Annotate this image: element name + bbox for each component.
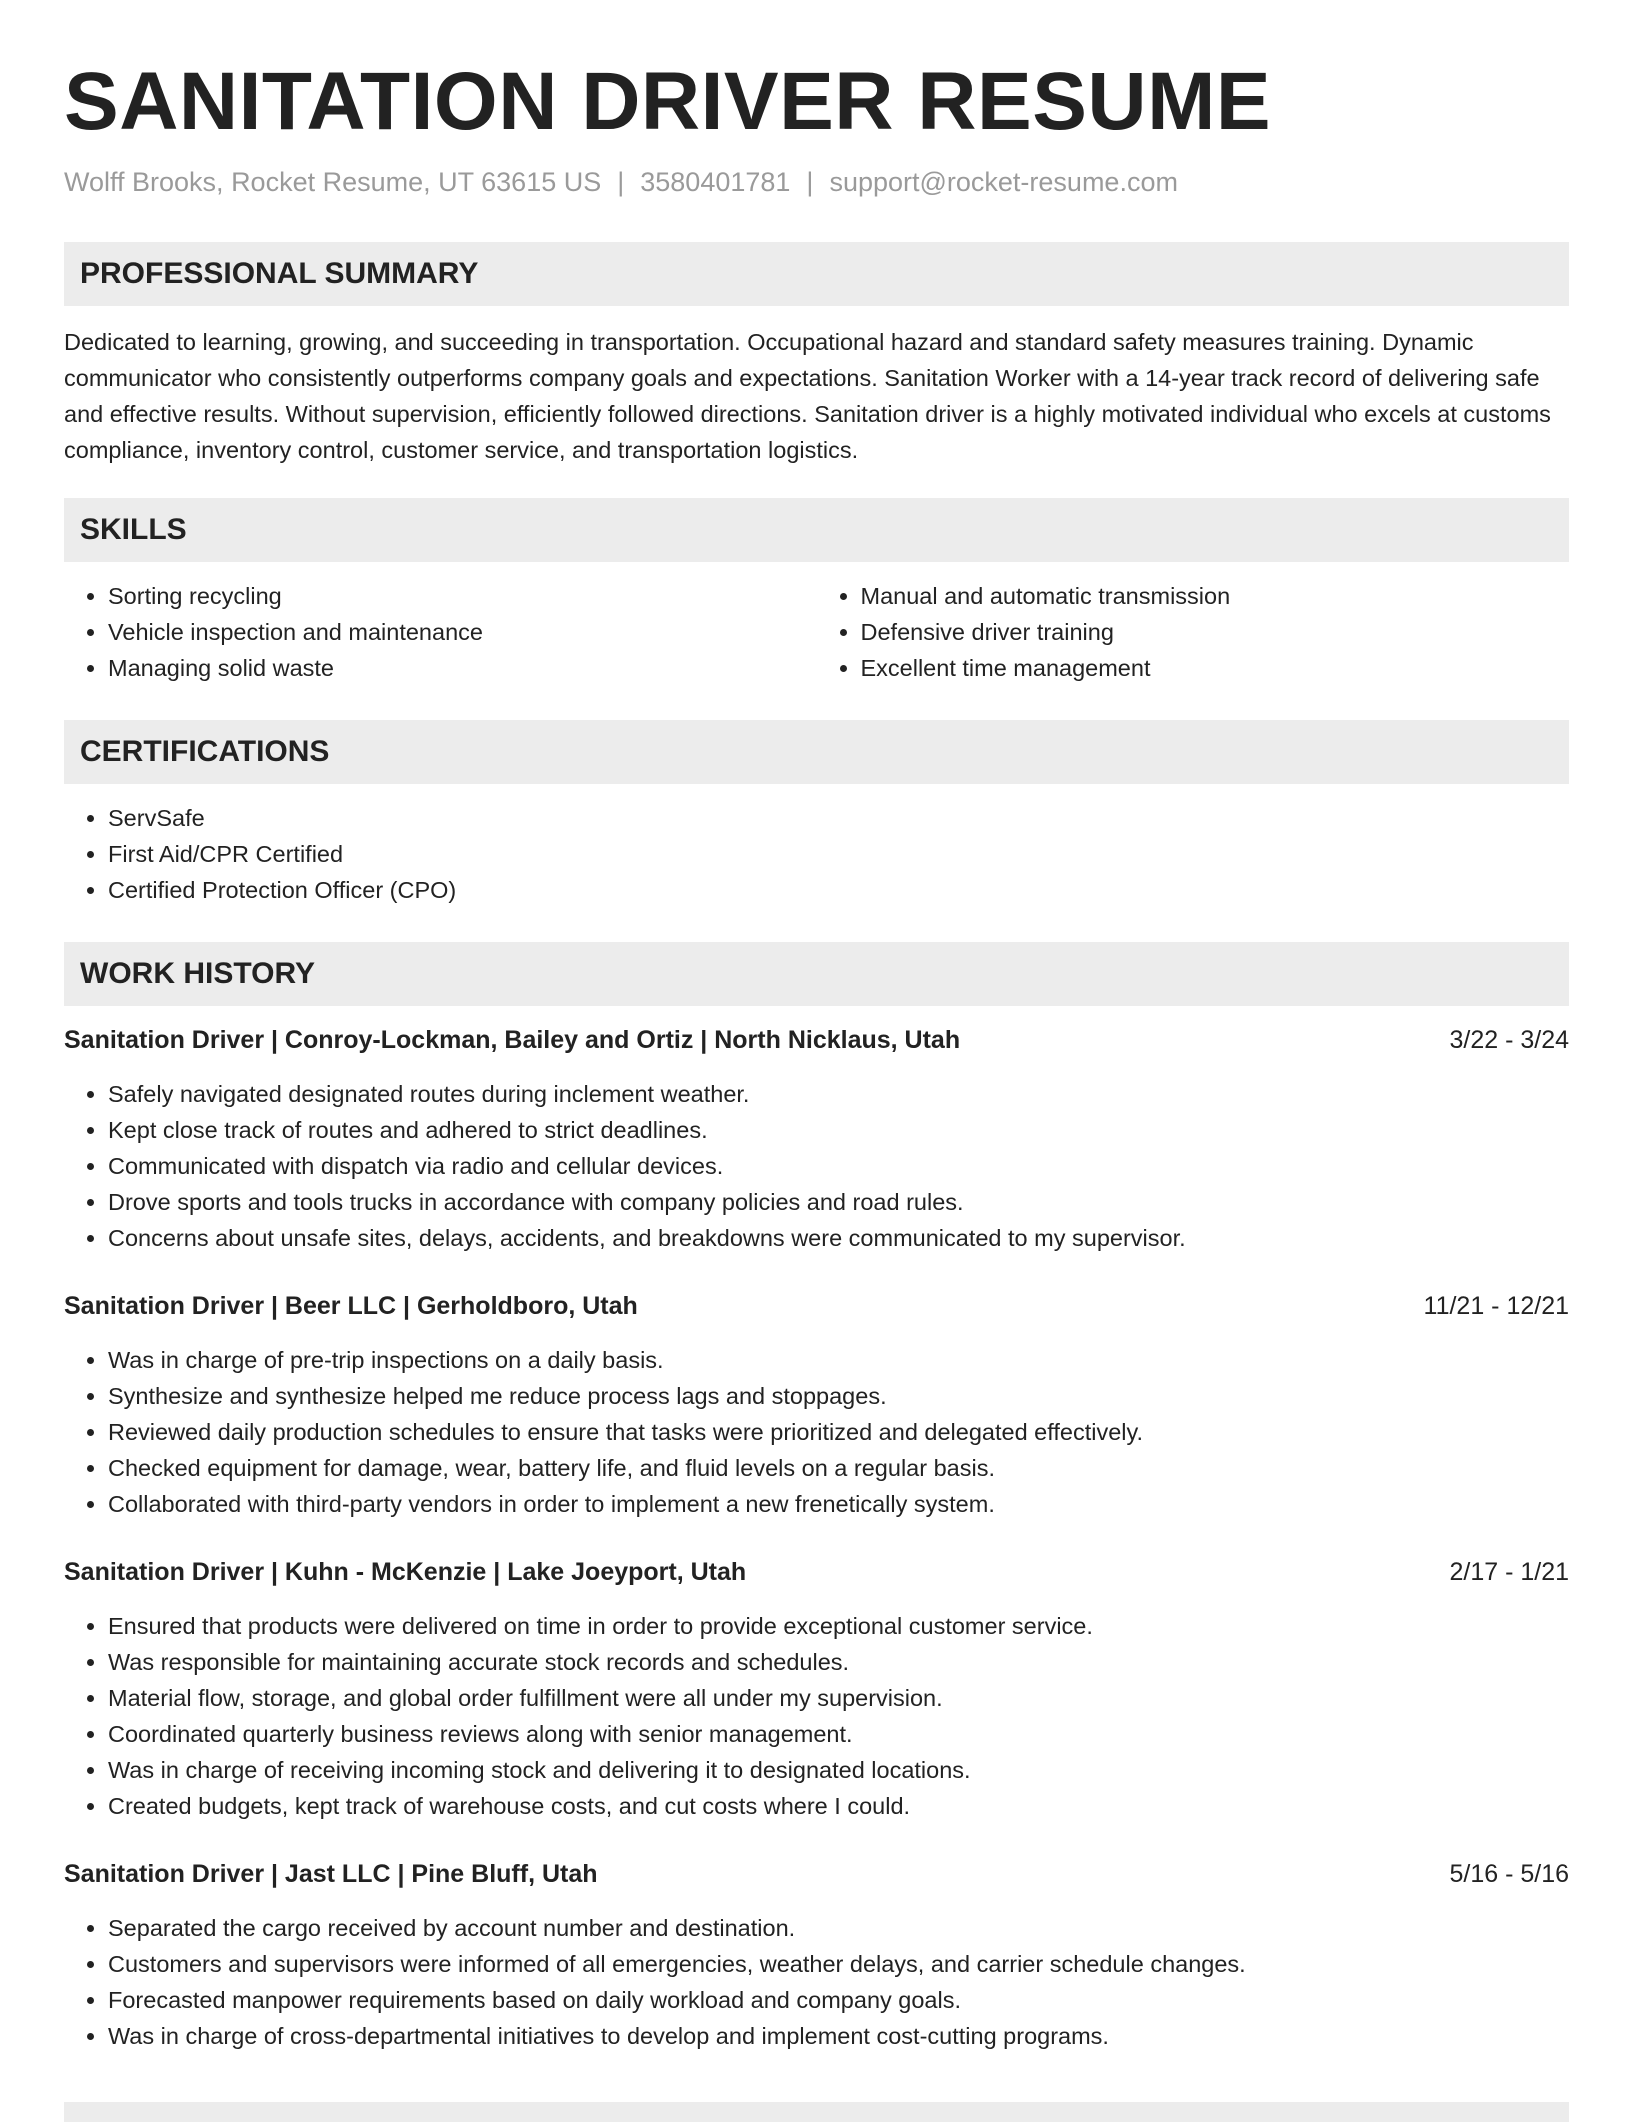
job-entry bbox=[64, 1554, 1569, 1824]
job-header bbox=[64, 1856, 1569, 1892]
skills-columns bbox=[64, 578, 1569, 686]
job-dates: 5/16 - 5/16 bbox=[1449, 1860, 1569, 1888]
skill-item: • Managing solid waste bbox=[108, 650, 817, 686]
job-bullet: • Material flow, storage, and global order fulfillment were all under my supervision. bbox=[108, 1680, 1569, 1716]
job-bullet: • Coordinated quarterly business reviews along with senior management. bbox=[108, 1716, 1569, 1752]
job-bullets bbox=[64, 1910, 1569, 2054]
next-section-heading-bar bbox=[64, 2102, 1569, 2122]
certification-item: • First Aid/CPR Certified bbox=[108, 836, 1569, 872]
job-bullets bbox=[64, 1342, 1569, 1522]
job-bullet: • Was in charge of cross-departmental initiatives to develop and implement cost-cutting programs. bbox=[108, 2018, 1569, 2054]
job-bullet: • Was in charge of receiving incoming stock and delivering it to designated locations. bbox=[108, 1752, 1569, 1788]
job-bullet: • Was in charge of pre-trip inspections on a daily basis. bbox=[108, 1342, 1569, 1378]
job-title: Sanitation Driver | Kuhn - McKenzie | Lake Joeyport, Utah bbox=[64, 1558, 747, 1586]
resume-page bbox=[64, 52, 1569, 2054]
contact-phone: 3580401781 bbox=[640, 167, 791, 197]
contact-email: support@rocket-resume.com bbox=[829, 167, 1178, 197]
resume-title: SANITATION DRIVER RESUME bbox=[64, 56, 1272, 147]
section-heading-summary: PROFESSIONAL SUMMARY bbox=[64, 242, 1569, 306]
job-entry bbox=[64, 1022, 1569, 1256]
summary-text: Dedicated to learning, growing, and succeeding in transportation. Occupational hazard and standard safety measures training. Dynamic communicator who consistently outperforms company goals and expectations. Sanitation Worker with a 14-year track record of delivering safe and effective results. Without supervision, efficiently followed directions. Sanitation driver is a highly motivated individual who excels at customs compliance, inventory control, customer service, and transportation logistics. bbox=[64, 329, 1551, 463]
section-heading-skills: SKILLS bbox=[64, 498, 1569, 562]
job-bullet: • Separated the cargo received by account number and destination. bbox=[108, 1910, 1569, 1946]
job-bullet: • Drove sports and tools trucks in accordance with company policies and road rules. bbox=[108, 1184, 1569, 1220]
section-heading-certifications: CERTIFICATIONS bbox=[64, 720, 1569, 784]
job-entry bbox=[64, 1856, 1569, 2054]
job-bullet: • Communicated with dispatch via radio and cellular devices. bbox=[108, 1148, 1569, 1184]
contact-separator: | bbox=[617, 167, 625, 197]
job-header bbox=[64, 1554, 1569, 1590]
certification-item: • ServSafe bbox=[108, 800, 1569, 836]
job-bullet: • Was responsible for maintaining accurate stock records and schedules. bbox=[108, 1644, 1569, 1680]
contact-separator: | bbox=[806, 167, 814, 197]
job-bullet: • Ensured that products were delivered on time in order to provide exceptional customer service. bbox=[108, 1608, 1569, 1644]
certification-item: • Certified Protection Officer (CPO) bbox=[108, 872, 1569, 908]
job-dates: 2/17 - 1/21 bbox=[1449, 1558, 1569, 1586]
job-bullet: • Synthesize and synthesize helped me reduce process lags and stoppages. bbox=[108, 1378, 1569, 1414]
job-title: Sanitation Driver | Jast LLC | Pine Bluff, Utah bbox=[64, 1860, 598, 1888]
job-title: Sanitation Driver | Beer LLC | Gerholdboro, Utah bbox=[64, 1292, 638, 1320]
skills-list-left bbox=[64, 578, 817, 686]
job-bullet: • Checked equipment for damage, wear, battery life, and fluid levels on a regular basis. bbox=[108, 1450, 1569, 1486]
skill-item: • Manual and automatic transmission bbox=[861, 578, 1570, 614]
certifications-list bbox=[64, 800, 1569, 908]
job-dates: 3/22 - 3/24 bbox=[1449, 1026, 1569, 1054]
job-bullet: • Customers and supervisors were informed of all emergencies, weather delays, and carrier schedule changes. bbox=[108, 1946, 1569, 1982]
job-bullet: • Concerns about unsafe sites, delays, accidents, and breakdowns were communicated to my supervisor. bbox=[108, 1220, 1569, 1256]
skills-list-right bbox=[817, 578, 1570, 686]
job-bullet: • Reviewed daily production schedules to ensure that tasks were prioritized and delegated effectively. bbox=[108, 1414, 1569, 1450]
job-bullet: • Created budgets, kept track of warehouse costs, and cut costs where I could. bbox=[108, 1788, 1569, 1824]
contact-address: Wolff Brooks, Rocket Resume, UT 63615 US bbox=[64, 167, 602, 197]
section-heading-work-history: WORK HISTORY bbox=[64, 942, 1569, 1006]
job-title: Sanitation Driver | Conroy-Lockman, Bailey and Ortiz | North Nicklaus, Utah bbox=[64, 1026, 961, 1054]
skill-item: • Excellent time management bbox=[861, 650, 1570, 686]
skill-item: • Vehicle inspection and maintenance bbox=[108, 614, 817, 650]
job-bullets bbox=[64, 1608, 1569, 1824]
job-bullet: • Kept close track of routes and adhered to strict deadlines. bbox=[108, 1112, 1569, 1148]
job-header bbox=[64, 1022, 1569, 1058]
job-bullets bbox=[64, 1076, 1569, 1256]
job-bullet: • Collaborated with third-party vendors in order to implement a new frenetically system. bbox=[108, 1486, 1569, 1522]
contact-line bbox=[64, 164, 1569, 200]
skill-item: • Defensive driver training bbox=[861, 614, 1570, 650]
job-bullet: • Safely navigated designated routes during inclement weather. bbox=[108, 1076, 1569, 1112]
job-header bbox=[64, 1288, 1569, 1324]
job-bullet: • Forecasted manpower requirements based on daily workload and company goals. bbox=[108, 1982, 1569, 2018]
job-dates: 11/21 - 12/21 bbox=[1423, 1292, 1569, 1320]
skill-item: • Sorting recycling bbox=[108, 578, 817, 614]
job-entry bbox=[64, 1288, 1569, 1522]
